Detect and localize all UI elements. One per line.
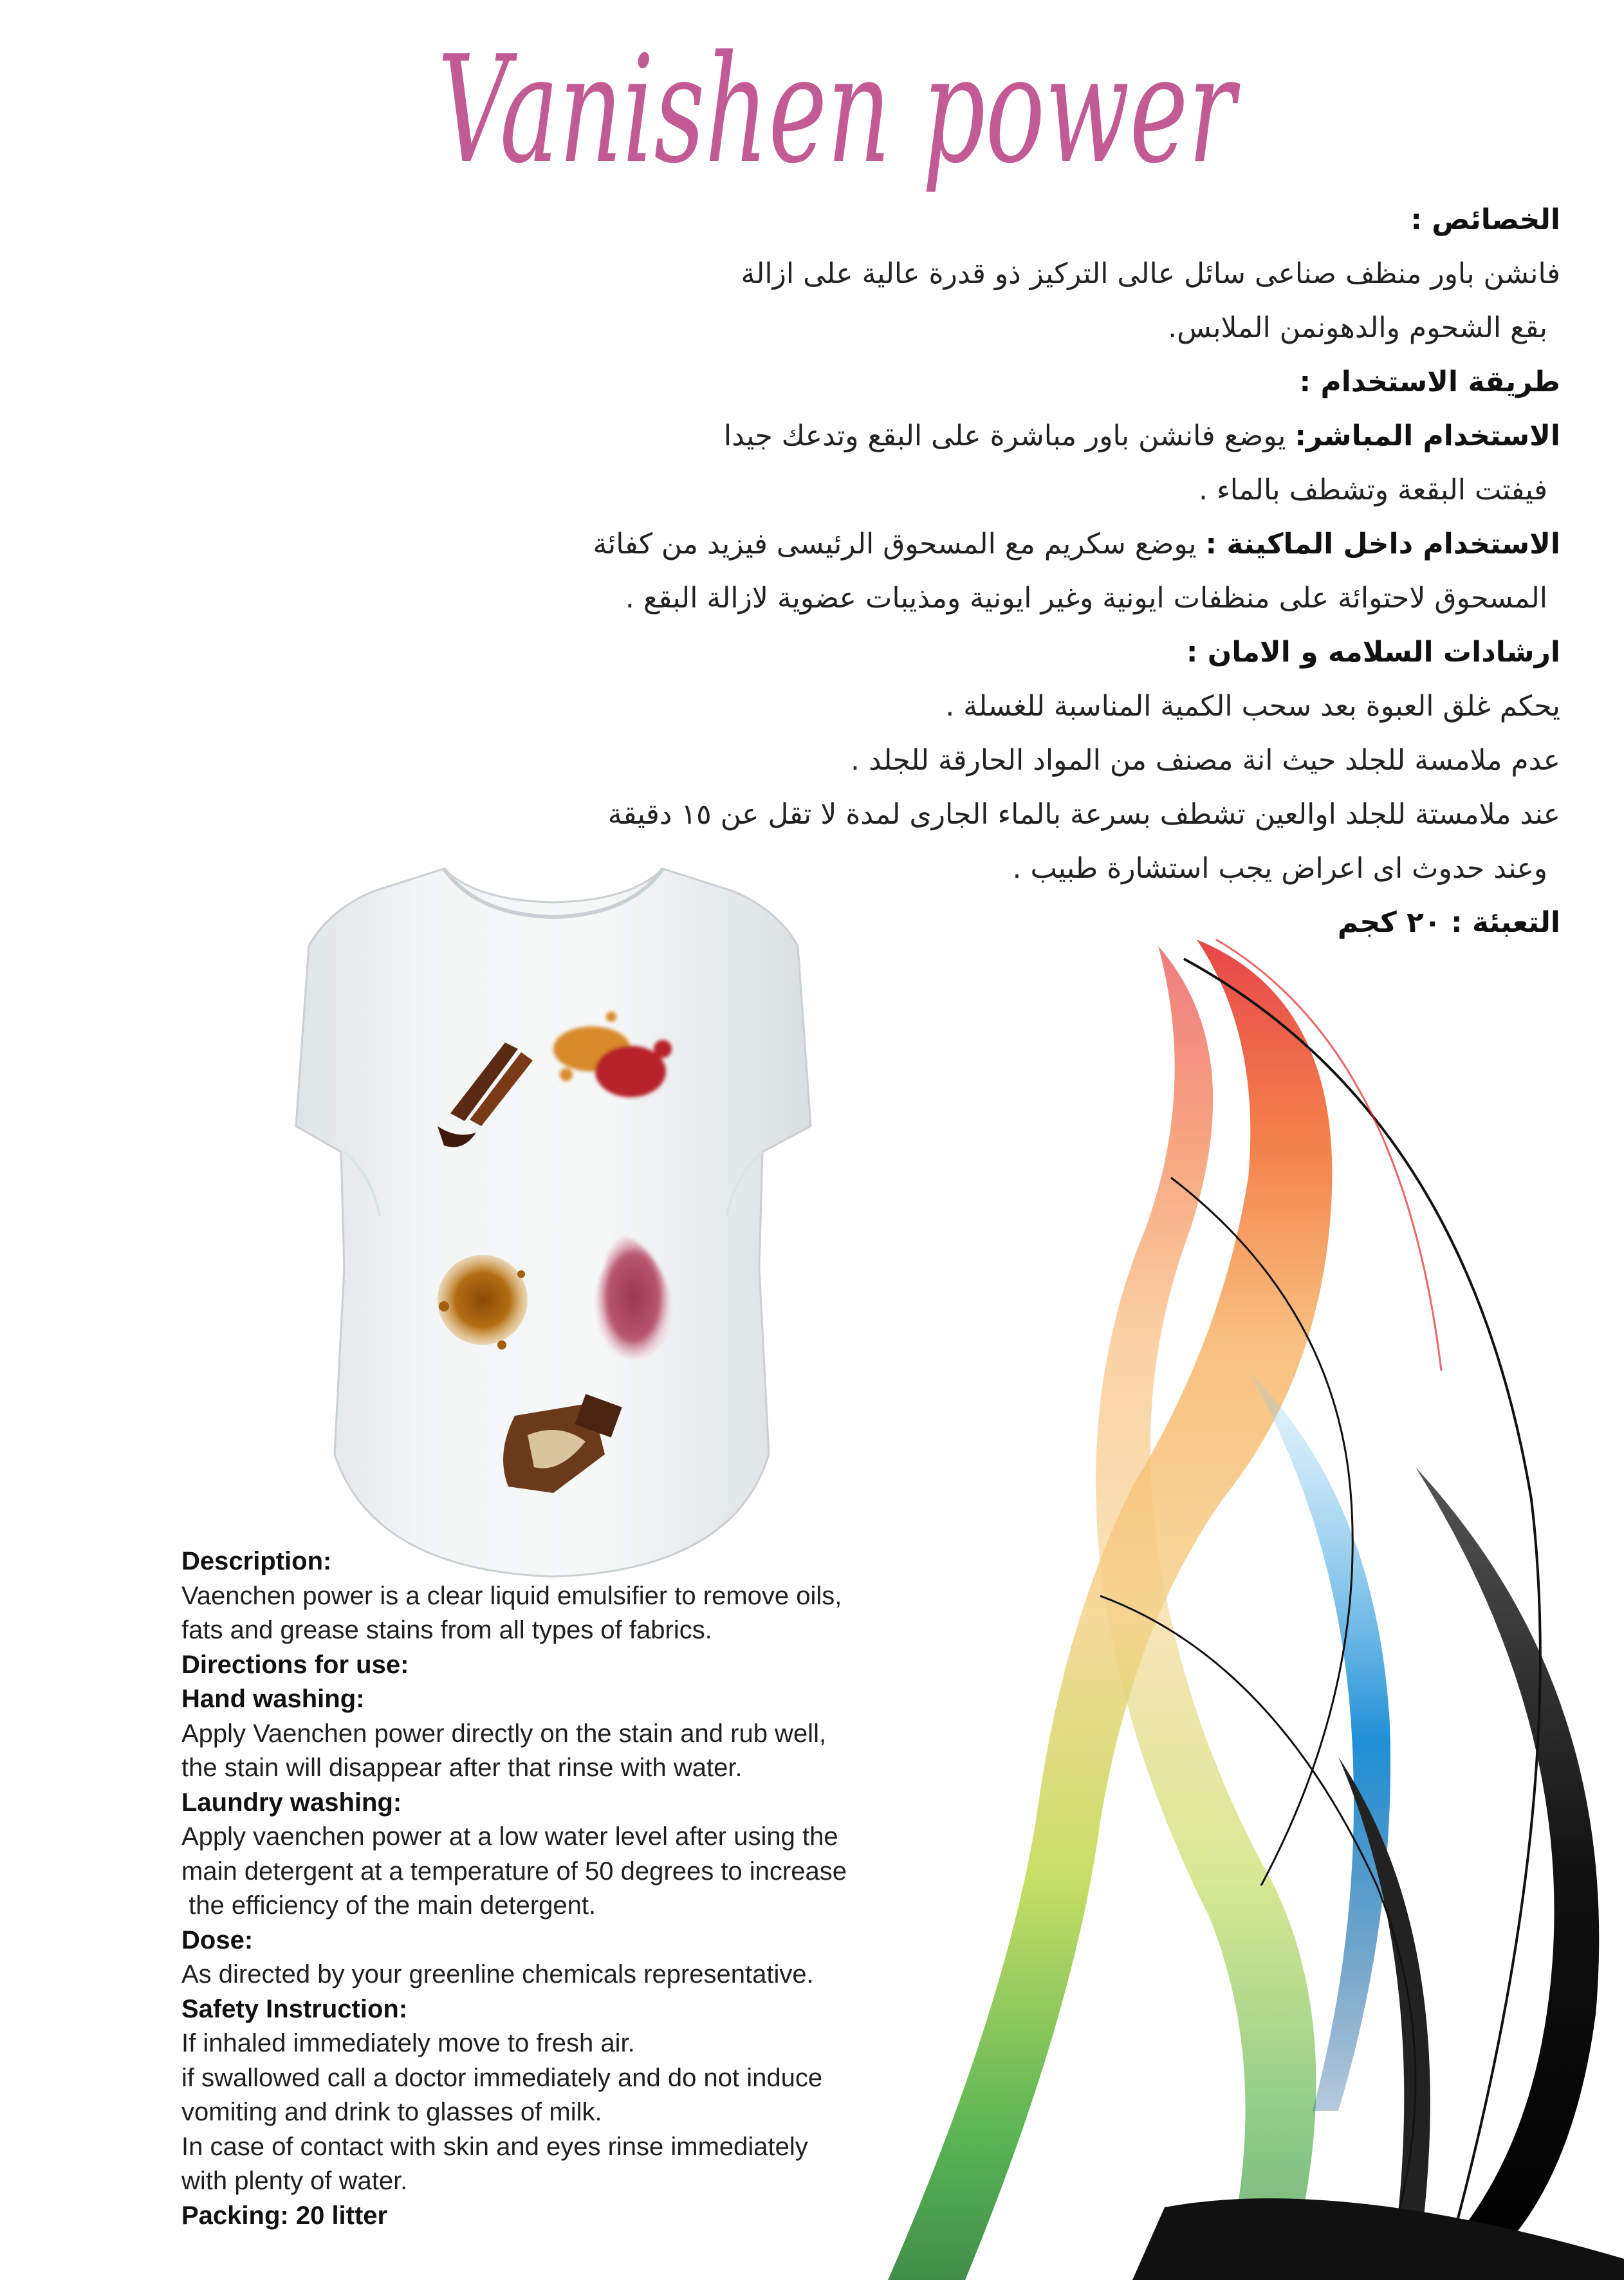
ar-machine-line-2: المسحوق لاحتوائة على منظفات ايونية وغير ايونية ومذيبات عضوية لازالة البقع .	[625, 582, 1547, 615]
en-description-heading: Description:	[181, 1547, 332, 1575]
ar-safety-heading: ارشادات السلامه و الامان :	[1186, 636, 1560, 669]
ar-safety-line-2: عدم ملامسة للجلد حيث انة مصنف من المواد الحارقة للجلد .	[850, 744, 1560, 777]
en-safety-line-1: If inhaled immediately move to fresh air.	[181, 2029, 635, 2057]
product-title-text: Vanishen power	[438, 24, 1241, 196]
en-dose-heading: Dose:	[181, 1925, 254, 1954]
ar-direct-text: يوضع فانشن باور مباشرة على البقع وتدعك جيدا	[723, 420, 1295, 452]
en-laundry-heading: Laundry washing:	[181, 1788, 402, 1817]
stained-tshirt-image	[283, 856, 836, 1583]
en-laundry-line-3: the efficiency of the main detergent.	[181, 1891, 596, 1920]
en-laundry-line-1: Apply vaenchen power at a low water level after using the	[181, 1822, 838, 1851]
ar-direct-use	[489, 409, 1560, 463]
ar-usage-heading: طريقة الاستخدام :	[1299, 366, 1560, 398]
ar-safety-line-1: يحكم غلق العبوة بعد سحب الكمية المناسبة للغسلة .	[945, 690, 1560, 723]
english-section	[181, 1544, 999, 2233]
en-safety-heading: Safety Instruction:	[181, 1994, 408, 2023]
en-safety-line-3: vomiting and drink to glasses of milk.	[181, 2098, 602, 2126]
en-safety-line-2: if swallowed call a doctor immediately and do not induce	[181, 2063, 823, 2092]
ar-features-heading: الخصائص :	[1410, 203, 1560, 236]
ar-features-line-2: بقع الشحوم والدهونمن الملابس.	[1168, 311, 1547, 344]
en-directions-heading: Directions for use:	[181, 1650, 409, 1679]
ar-safety-line-3: عند ملامستة للجلد اوالعين تشطف بسرعة بالماء الجارى لمدة لا تقل عن ١٥ دقيقة	[607, 798, 1560, 831]
ar-packing: التعبئة : ٢٠ كجم	[1337, 906, 1560, 939]
ar-direct-line-2: فيفتت البقعة وتشطف بالماء .	[1199, 474, 1547, 506]
ar-machine-use	[489, 517, 1560, 571]
en-dose-line-1: As directed by your greenline chemicals representative.	[181, 1960, 814, 1988]
ar-features-line-1: فانشن باور منظف صناعى سائل عالى التركيز ذو قدرة عالية على ازالة	[741, 257, 1560, 290]
en-hand-line-2: the stain will disappear after that rinse with water.	[181, 1754, 743, 1782]
en-safety-line-4: In case of contact with skin and eyes rinse immediately	[181, 2132, 808, 2161]
en-hand-heading: Hand washing:	[181, 1685, 365, 1713]
en-packing: Packing: 20 litter	[181, 2201, 388, 2230]
en-laundry-line-2: main detergent at a temperature of 50 degrees to increase	[181, 1857, 847, 1886]
en-description-line-2: fats and grease stains from all types of fabrics.	[181, 1616, 712, 1644]
ar-safety-line-4: وعند حدوث اى اعراض يجب استشارة طبيب .	[1012, 852, 1547, 885]
ar-direct-label: الاستخدام المباشر:	[1295, 420, 1560, 452]
en-hand-line-1: Apply Vaenchen power directly on the stain and rub well,	[181, 1719, 827, 1748]
en-description-line-1: Vaenchen power is a clear liquid emulsifier to remove oils,	[181, 1581, 842, 1610]
ar-machine-text: يوضع سكريم مع المسحوق الرئيسى فيزيد من كفائة	[593, 528, 1206, 561]
ar-machine-label: الاستخدام داخل الماكينة :	[1205, 528, 1560, 561]
arabic-section	[489, 193, 1560, 950]
en-safety-line-5: with plenty of water.	[181, 2167, 408, 2195]
